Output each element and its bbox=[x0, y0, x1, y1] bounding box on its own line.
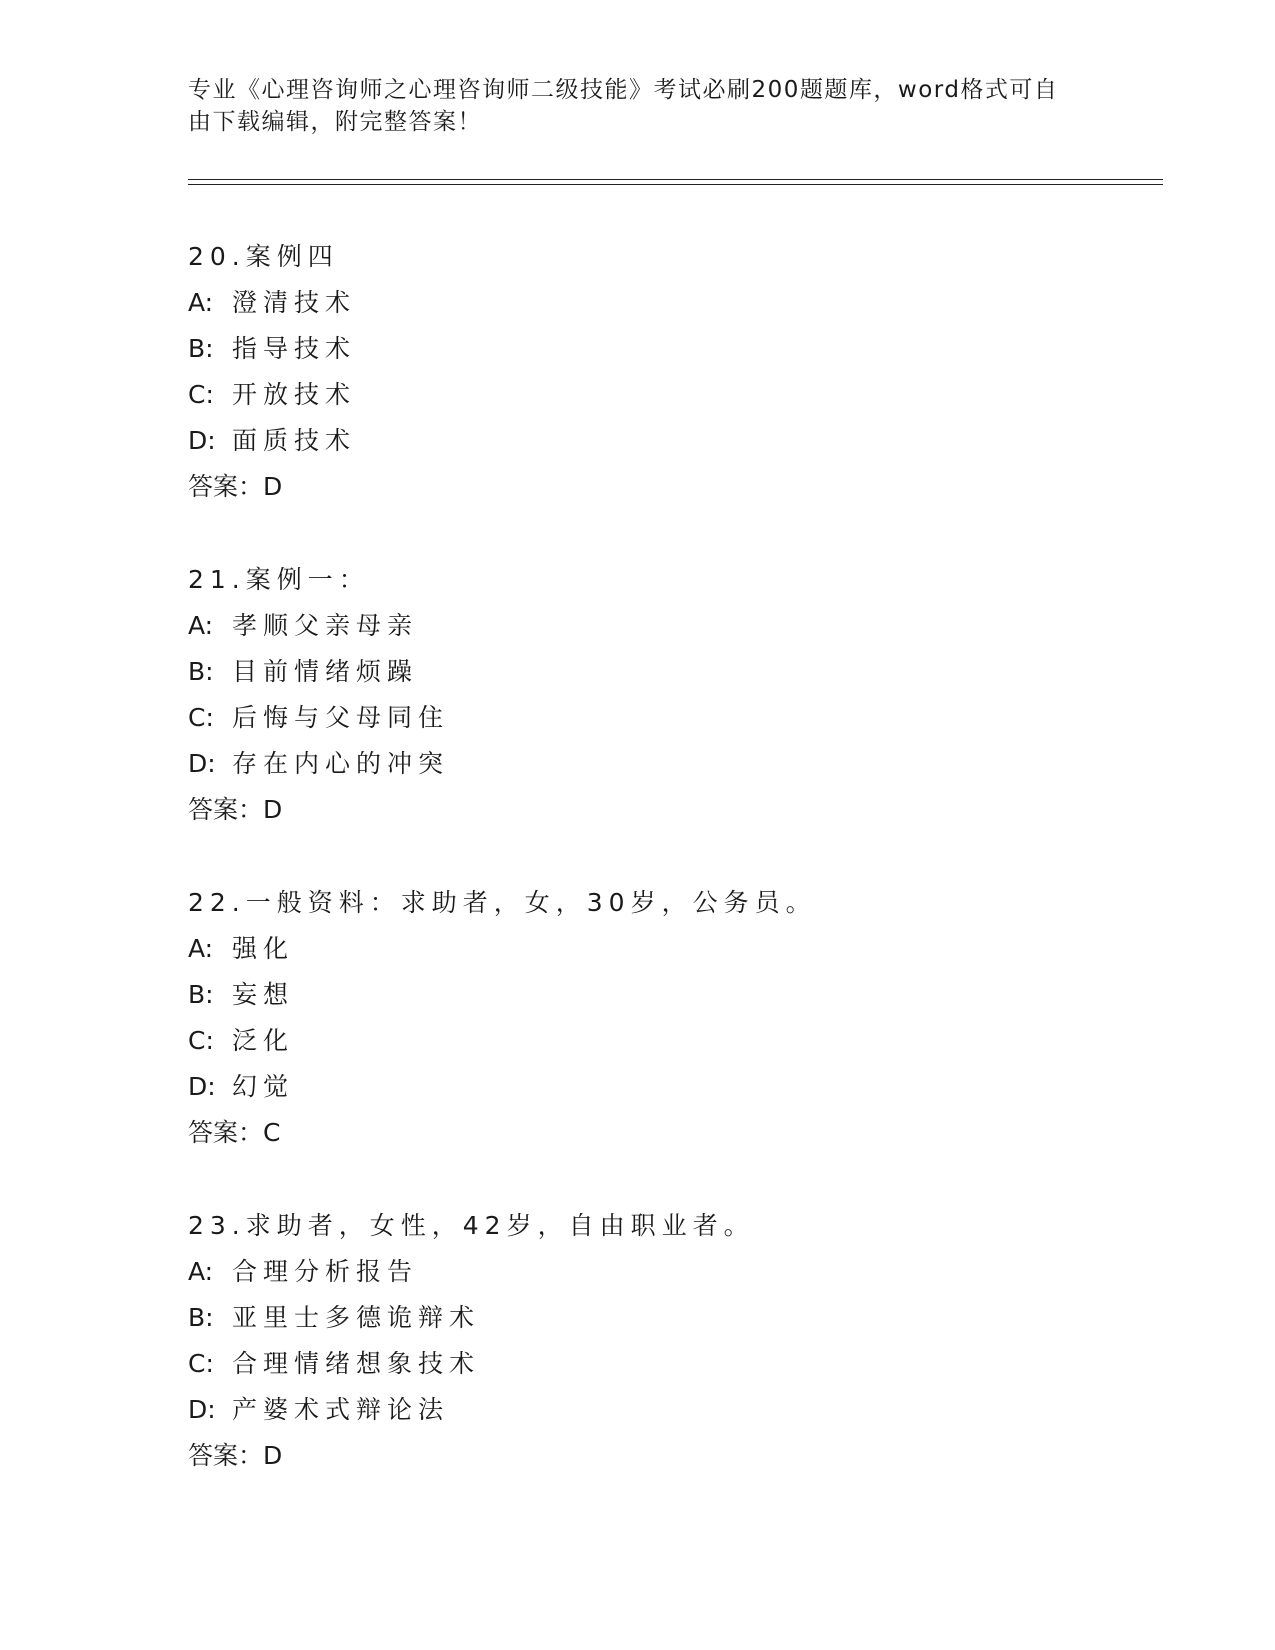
answer-line: 答案：C bbox=[188, 1118, 281, 1147]
option-text: 孝顺父亲母亲 bbox=[232, 611, 419, 640]
question-stem: 21.案例一： bbox=[188, 565, 370, 594]
question-list bbox=[188, 234, 1148, 1526]
option-text: 产婆术式辩论法 bbox=[232, 1395, 450, 1424]
option-text: 幻觉 bbox=[232, 1072, 295, 1101]
option-text: 开放技术 bbox=[232, 380, 357, 409]
option-d bbox=[188, 741, 1148, 787]
answer-line: 答案：D bbox=[188, 1441, 283, 1470]
option-a bbox=[188, 603, 1148, 649]
option-text: 存在内心的冲突 bbox=[232, 749, 450, 778]
option-letter: C: bbox=[188, 1349, 214, 1378]
option-letter: C: bbox=[188, 1026, 214, 1055]
option-text: 合理情绪想象技术 bbox=[232, 1349, 481, 1378]
question-stem: 22.一般资料：求助者，女，30岁，公务员。 bbox=[188, 888, 817, 917]
option-letter: D: bbox=[188, 1072, 216, 1101]
option-letter: D: bbox=[188, 749, 216, 778]
option-text: 泛化 bbox=[232, 1026, 295, 1055]
option-a bbox=[188, 926, 1148, 972]
option-c bbox=[188, 695, 1148, 741]
option-text: 面质技术 bbox=[232, 426, 357, 455]
option-c bbox=[188, 372, 1148, 418]
option-letter: B: bbox=[188, 657, 214, 686]
answer-line: 答案：D bbox=[188, 472, 283, 501]
question-22 bbox=[188, 880, 1148, 1156]
header-divider-bottom bbox=[188, 184, 1163, 185]
option-a bbox=[188, 1249, 1148, 1295]
header-divider-top bbox=[188, 179, 1163, 180]
option-text: 合理分析报告 bbox=[232, 1257, 419, 1286]
option-text: 强化 bbox=[232, 934, 295, 963]
option-text: 亚里士多德诡辩术 bbox=[232, 1303, 481, 1332]
option-b bbox=[188, 972, 1148, 1018]
option-text: 指导技术 bbox=[232, 334, 357, 363]
option-letter: C: bbox=[188, 703, 214, 732]
option-letter: A: bbox=[188, 288, 214, 317]
option-letter: B: bbox=[188, 334, 214, 363]
question-stem: 23.求助者，女性，42岁，自由职业者。 bbox=[188, 1211, 755, 1240]
question-21 bbox=[188, 557, 1148, 833]
option-letter: B: bbox=[188, 980, 214, 1009]
option-letter: D: bbox=[188, 1395, 216, 1424]
option-b bbox=[188, 326, 1148, 372]
option-text: 后悔与父母同住 bbox=[232, 703, 450, 732]
option-c bbox=[188, 1341, 1148, 1387]
option-letter: A: bbox=[188, 934, 214, 963]
option-b bbox=[188, 649, 1148, 695]
option-d bbox=[188, 1064, 1148, 1110]
option-text: 澄清技术 bbox=[232, 288, 357, 317]
answer-line: 答案：D bbox=[188, 795, 283, 824]
option-letter: A: bbox=[188, 611, 214, 640]
option-d bbox=[188, 1387, 1148, 1433]
option-text: 目前情绪烦躁 bbox=[232, 657, 419, 686]
option-a bbox=[188, 280, 1148, 326]
option-letter: B: bbox=[188, 1303, 214, 1332]
option-letter: C: bbox=[188, 380, 214, 409]
question-23 bbox=[188, 1203, 1148, 1479]
option-letter: A: bbox=[188, 1257, 214, 1286]
option-letter: D: bbox=[188, 426, 216, 455]
question-20 bbox=[188, 234, 1148, 510]
option-b bbox=[188, 1295, 1148, 1341]
question-stem: 20.案例四 bbox=[188, 242, 339, 271]
option-text: 妄想 bbox=[232, 980, 295, 1009]
option-c bbox=[188, 1018, 1148, 1064]
option-d bbox=[188, 418, 1148, 464]
document-header: 专业《心理咨询师之心理咨询师二级技能》考试必刷200题题库，word格式可自由下载编辑，附完整答案！ bbox=[188, 77, 1059, 135]
